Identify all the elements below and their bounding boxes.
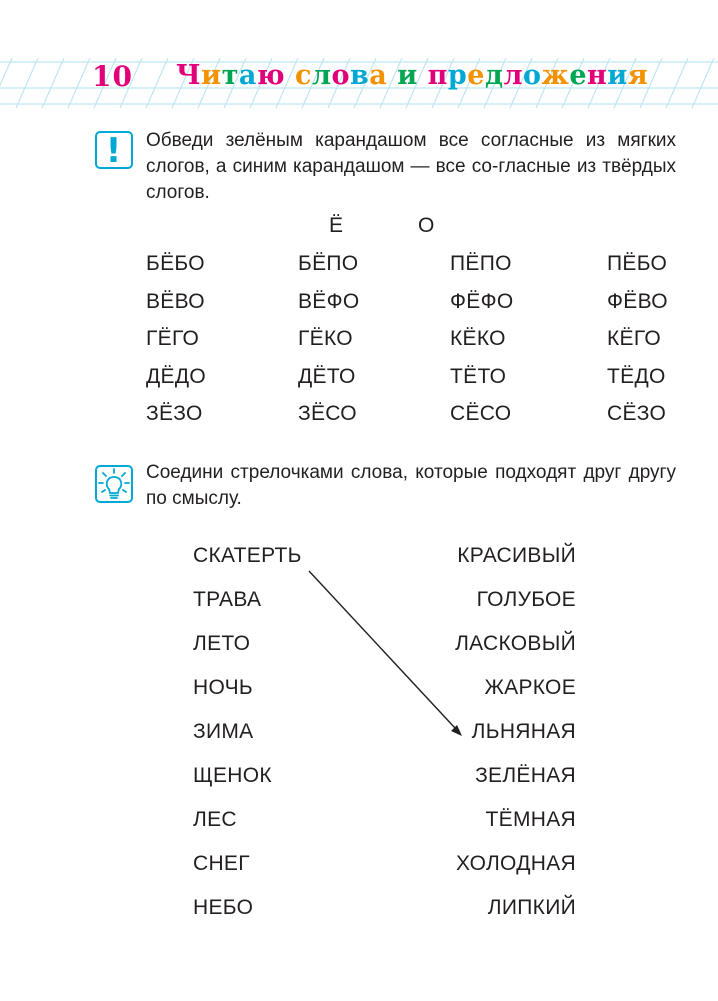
title-letter: о	[331, 60, 351, 91]
left-word: ЩЕНОК	[193, 764, 272, 787]
right-word: КРАСИВЫЙ	[457, 544, 576, 567]
right-word: ЗЕЛЁНАЯ	[475, 764, 576, 787]
syllable: ФЁФО	[450, 289, 514, 313]
title-letter: е	[569, 60, 587, 91]
syllable: ПЁБО	[607, 252, 668, 275]
syllable: КЁГО	[607, 327, 661, 350]
left-word: ТРАВА	[193, 588, 262, 611]
left-word: СНЕГ	[193, 852, 250, 875]
title-letter: д	[484, 60, 504, 91]
right-word: ТЁМНАЯ	[485, 808, 576, 831]
syllable: ГЁКО	[298, 327, 353, 350]
title-letter: ю	[256, 60, 286, 91]
syllable: ТЁДО	[607, 364, 666, 388]
title-letter: п	[427, 60, 448, 91]
right-word: ЛИПКИЙ	[487, 896, 576, 919]
syllable: СЁСО	[450, 402, 512, 425]
syllable: ТЁТО	[450, 364, 507, 388]
right-word: ЛЬНЯНАЯ	[471, 720, 576, 743]
task1-instruction: Обведи зелёным карандашом все согласные из мягких слогов, а синим карандашом — все со-гласные из твёрдых слогов.	[146, 130, 676, 203]
syllable: ПЁПО	[450, 252, 512, 275]
exclamation-glyph: !	[105, 131, 122, 171]
vowel-o: О	[418, 214, 435, 237]
syllable: ФЁВО	[607, 289, 668, 313]
left-word: НОЧЬ	[193, 676, 254, 699]
title-letter: о	[523, 60, 542, 91]
title-letter: е	[467, 60, 485, 91]
title-letter: и	[397, 60, 418, 91]
right-word: ХОЛОДНАЯ	[455, 852, 576, 875]
title-letter: а	[238, 60, 257, 91]
task2-instruction: Соедини стрелочками слова, которые подходят друг другу по смыслу.	[146, 462, 676, 509]
left-word: ЗИМА	[193, 720, 254, 743]
syllable: КЁКО	[450, 327, 506, 350]
syllable: ЗЁЗО	[146, 402, 203, 425]
syllable: ВЁВО	[146, 289, 205, 313]
syllable: ДЁДО	[146, 364, 206, 388]
title-letter: н	[587, 60, 608, 91]
title-letter: а	[369, 60, 388, 91]
vowel-yo: Ё	[329, 214, 344, 237]
title-letter: л	[311, 60, 332, 91]
title-letter: я	[627, 60, 649, 91]
title-letter: в	[350, 60, 370, 91]
right-word: ЖАРКОЕ	[484, 676, 576, 699]
left-word: ЛЕТО	[193, 632, 251, 655]
title-letter: л	[503, 60, 524, 91]
syllable: БЁБО	[146, 252, 205, 275]
right-word: ГОЛУБОЕ	[476, 588, 576, 611]
syllable: ДЁТО	[298, 364, 356, 388]
syllable: БЁПО	[298, 252, 359, 275]
syllable: ВЁФО	[298, 289, 360, 313]
syllable: ЗЁСО	[298, 402, 357, 425]
title-letter: Ч	[176, 60, 202, 91]
left-word: ЛЕС	[193, 808, 237, 831]
title-letter: ж	[541, 60, 570, 91]
page-number: 10	[92, 60, 133, 93]
title-letter: и	[201, 60, 222, 91]
title-letter: и	[607, 60, 628, 91]
syllable: ГЁГО	[146, 327, 200, 350]
title-letter: р	[447, 60, 468, 91]
title-letter: с	[295, 60, 312, 91]
left-word: НЕБО	[193, 896, 254, 919]
title-letter: т	[221, 60, 239, 91]
left-word: СКАТЕРТЬ	[193, 544, 302, 567]
syllable: СЁЗО	[607, 402, 667, 425]
right-word: ЛАСКОВЫЙ	[455, 632, 576, 655]
